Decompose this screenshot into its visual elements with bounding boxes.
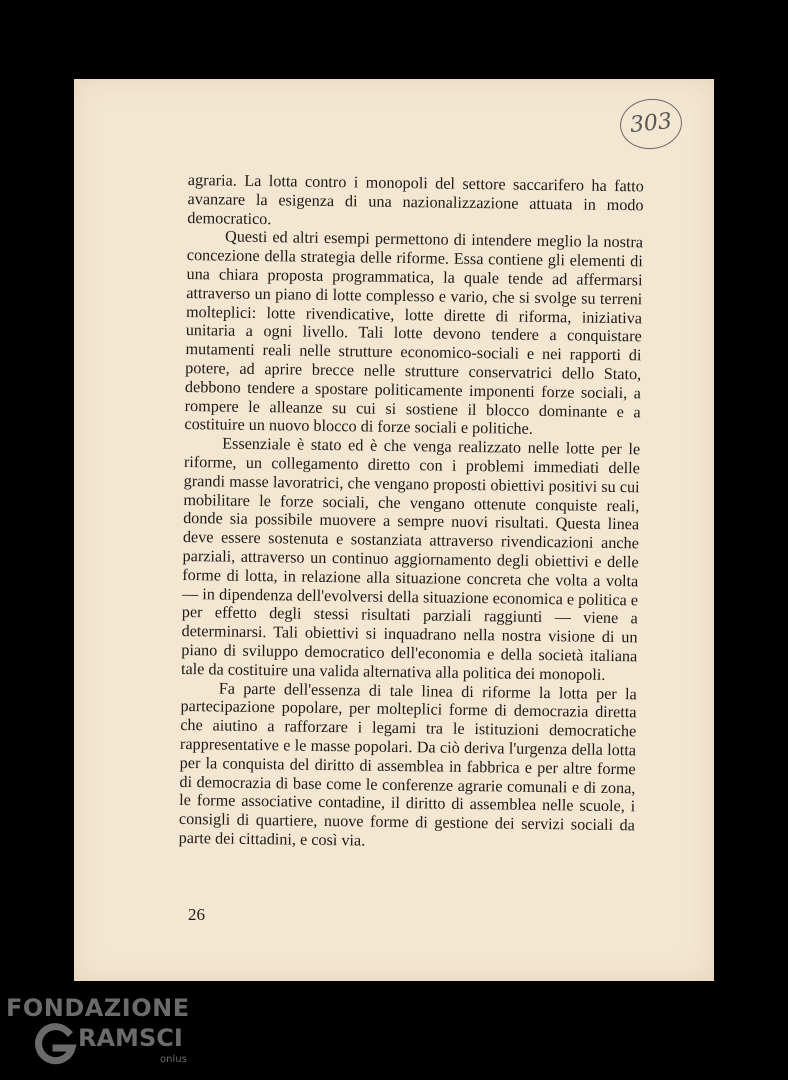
- logo-line-1: FONDAZIONE: [6, 994, 190, 1022]
- paragraph-3: Essenziale è stato ed è che venga realizzato nelle lotte per le riforme, un collegamento diretto con i problemi immediati delle grandi masse lavoratrici, che vengano proposti obiettivi positivi su cui mobilitare le forze sociali, che vengano ottenute conquiste reali, donde sia possibile muovere a sempre nuovi risultati. Questa linea deve essere sostenuta e sostanziata attraverso rivendicazioni anche parziali, attraverso un continuo aggiornamento degli obiettivi e delle forme di lotta, in relazione alla situazione concreta che volta a volta — in dipendenza dell'evolversi della situazione economica e politica e per effetto degli stessi risultati parziali raggiunti — viene a determinarsi. Tali obiettivi si inquadrano nella nostra visione di un piano di sviluppo democratico dell'economia e della società italiana tale da costituire una valida alternativa alla politica dei monopoli.: [180, 434, 641, 684]
- page-number: 26: [188, 905, 205, 924]
- archive-number-stamp: 303: [618, 96, 685, 152]
- logo-line-2: RAMSCI: [78, 1024, 183, 1052]
- logo-onlus: onlus: [160, 1054, 187, 1065]
- logo-g-icon: [34, 1022, 78, 1066]
- paragraph-2: Questi ed altri esempi permettono di intendere meglio la nostra concezione della strategia delle riforme. Essa contiene gli elementi di una chiara proposta programmatica, la quale tende ad affermarsi attraverso un piano di lotte complesso e vario, che si svolge su terreni molteplici: lotte rivendicative, lotte dirette di riforma, iniziativa unitaria a ogni livello. Tali lotte devono tendere a conquistare mutamenti reali nelle strutture economico-sociali e nei rapporti di potere, ad aprire brecce nelle strutture conservatrici dello Stato, debbono tendere a spostare politicamente imponenti forze sociali, a rompere le alleanze su cui si sostiene il blocco dominante e a costituire un nuovo blocco di forze sociali e politiche.: [184, 227, 644, 439]
- fondazione-gramsci-logo: [6, 994, 196, 1074]
- paragraph-1: agraria. La lotta contro i monopoli del settore saccarifero ha fatto avanzare la esigenza di una nazionalizzazione attuata in modo democratico.: [187, 171, 644, 228]
- document-page: [74, 79, 714, 981]
- body-text: [179, 171, 644, 854]
- paragraph-4: Fa parte dell'essenza di tale linea di riforme la lotta per la partecipazione popolare, per molteplici forme di democrazia diretta che aiutino a rafforzare i legami tra le istituzioni democratiche rappresentative e le masse popolari. Da ciò deriva l'urgenza della lotta per la conquista del diritto di assemblea in fabbrica e per altre forme di democrazia di base come le conferenze agrarie comunali e di zona, le forme associative contadine, il diritto di assemblea nelle scuole, i consigli di quartiere, nuove forme di gestione dei servizi sociali da parte dei cittadini, e così via.: [178, 678, 637, 850]
